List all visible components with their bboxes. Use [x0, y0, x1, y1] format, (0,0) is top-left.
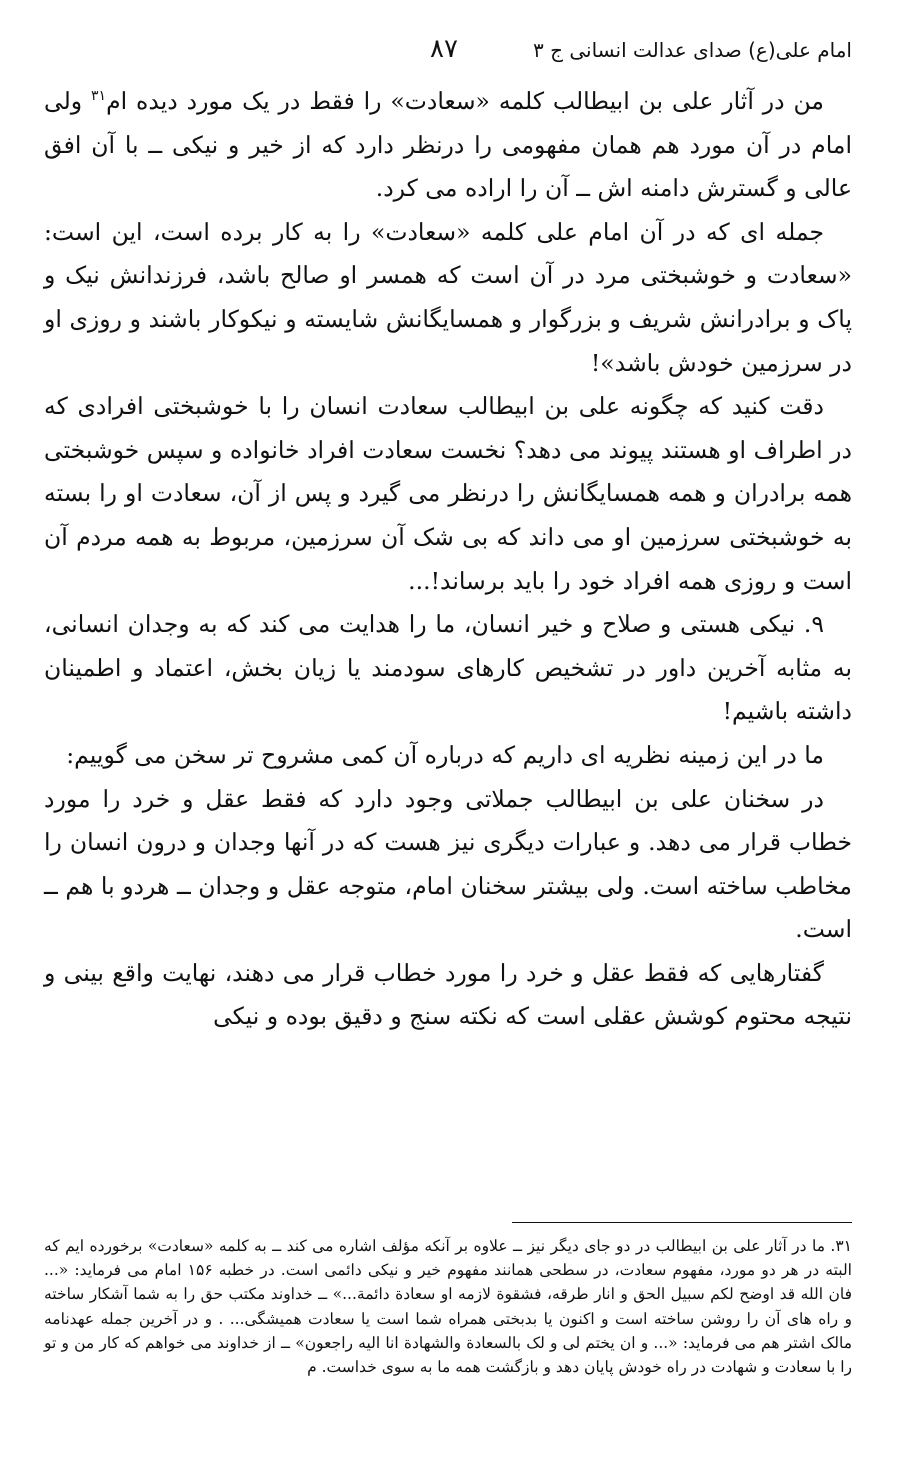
footnote-reference[interactable]: ۳۱ — [91, 88, 107, 105]
footnote-divider — [512, 1222, 852, 1223]
footnote-31: ۳۱. ما در آثار علی بن ابیطالب در دو جای دیگر نیز ــ علاوه بر آنکه مؤلف اشاره می کند ــ به کلمه «سعادت» برخورده ایم که البته در هر دو مورد، مفهوم سعادت، در سطحی همانند مفهوم خیر و نیکی دائمی است. در خطبه ۱۵۶ امام می فرماید: «... فان الله قد اوضح لکم سبیل الحق و انار طرقه، فشقوة لازمه او سعادة دائمة...» ــ خداوند مکتب حق را به شما آشکار ساخته و راه های آن را روشن ساخته است و اکنون یا بدبختی همراه شما است یا سعادت همیشگی... . و در آخرین جمله عهدنامه مالک اشتر هم می فرماید: «... و ان یختم لی و لک بالسعادة والشهادة انا الیه راجعون» ــ از خداوند می خواهم که کار من و تو را با سعادت و شهادت در راه خودش پایان دهد و بازگشت همه ما به سوی خداست. م — [44, 1237, 853, 1377]
paragraph-2: جمله ای که در آن امام علی کلمه «سعادت» را به کار برده است، این است: «سعادت و خوشبختی مرد در آن است که همسر او صالح باشد، فرزندانش نیک و پاک و برادرانش شریف و بزرگوار و همسایگانش شایسته و نیکوکار باشند و روزی او در سرزمین خودش باشد»! — [44, 217, 852, 377]
running-header — [40, 34, 852, 74]
header-title: امام علی(ع) صدای عدالت انسانی ج ۳ — [532, 38, 852, 62]
paragraph-1 — [44, 80, 852, 211]
body-text — [44, 80, 852, 1039]
paragraph-1-text: من در آثار علی بن ابیطالب کلمه «سعادت» را فقط در یک مورد دیده ام — [106, 87, 824, 115]
footnotes — [44, 1234, 852, 1379]
paragraph-4: ۹. نیکی هستی و صلاح و خیر انسان، ما را هدایت می کند که به وجدان انسانی، به مثابه آخرین داور در تشخیص کارهای سودمند یا زیان بخش، اعتماد و اطمینان داشته باشیم! — [44, 610, 852, 726]
paragraph-6: در سخنان علی بن ابیطالب جملاتی وجود دارد که فقط عقل و خرد را مورد خطاب قرار می دهد. و عبارات دیگری نیز هست که در آنها وجدان و درون انسان را مخاطب ساخته است. ولی بیشتر سخنان امام، متوجه عقل و وجدان ــ هردو با هم ــ است. — [44, 784, 852, 944]
paragraph-7: گفتارهایی که فقط عقل و خرد را مورد خطاب قرار می دهند، نهایت واقع بینی و نتیجه محتوم کوشش عقلی است که نکته سنج و دقیق بوده و نیکی — [44, 958, 852, 1031]
paragraph-1-text-continued: ولی امام در آن مورد هم همان مفهومی را درنظر دارد که از خیر و نیکی ــ با آن افق عالی و گسترش دامنه اش ــ آن را اراده می کرد. — [44, 87, 852, 203]
paragraph-5: ما در این زمینه نظریه ای داریم که درباره آن کمی مشروح تر سخن می گوییم: — [66, 740, 824, 769]
page-number: ۸۷ — [430, 34, 458, 64]
paragraph-3: دقت کنید که چگونه علی بن ابیطالب سعادت انسان را با خوشبختی افرادی که در اطراف او هستند پیوند می دهد؟ نخست سعادت افراد خانواده و سپس خوشبختی همه برادران و همه همسایگانش را درنظر می گیرد و پس از آن، سعادت او را بسته به خوشبختی سرزمین او می داند که بی شک آن سرزمین، مربوط به همه مردم آن است و روزی همه افراد خود را باید برساند!... — [44, 392, 852, 595]
